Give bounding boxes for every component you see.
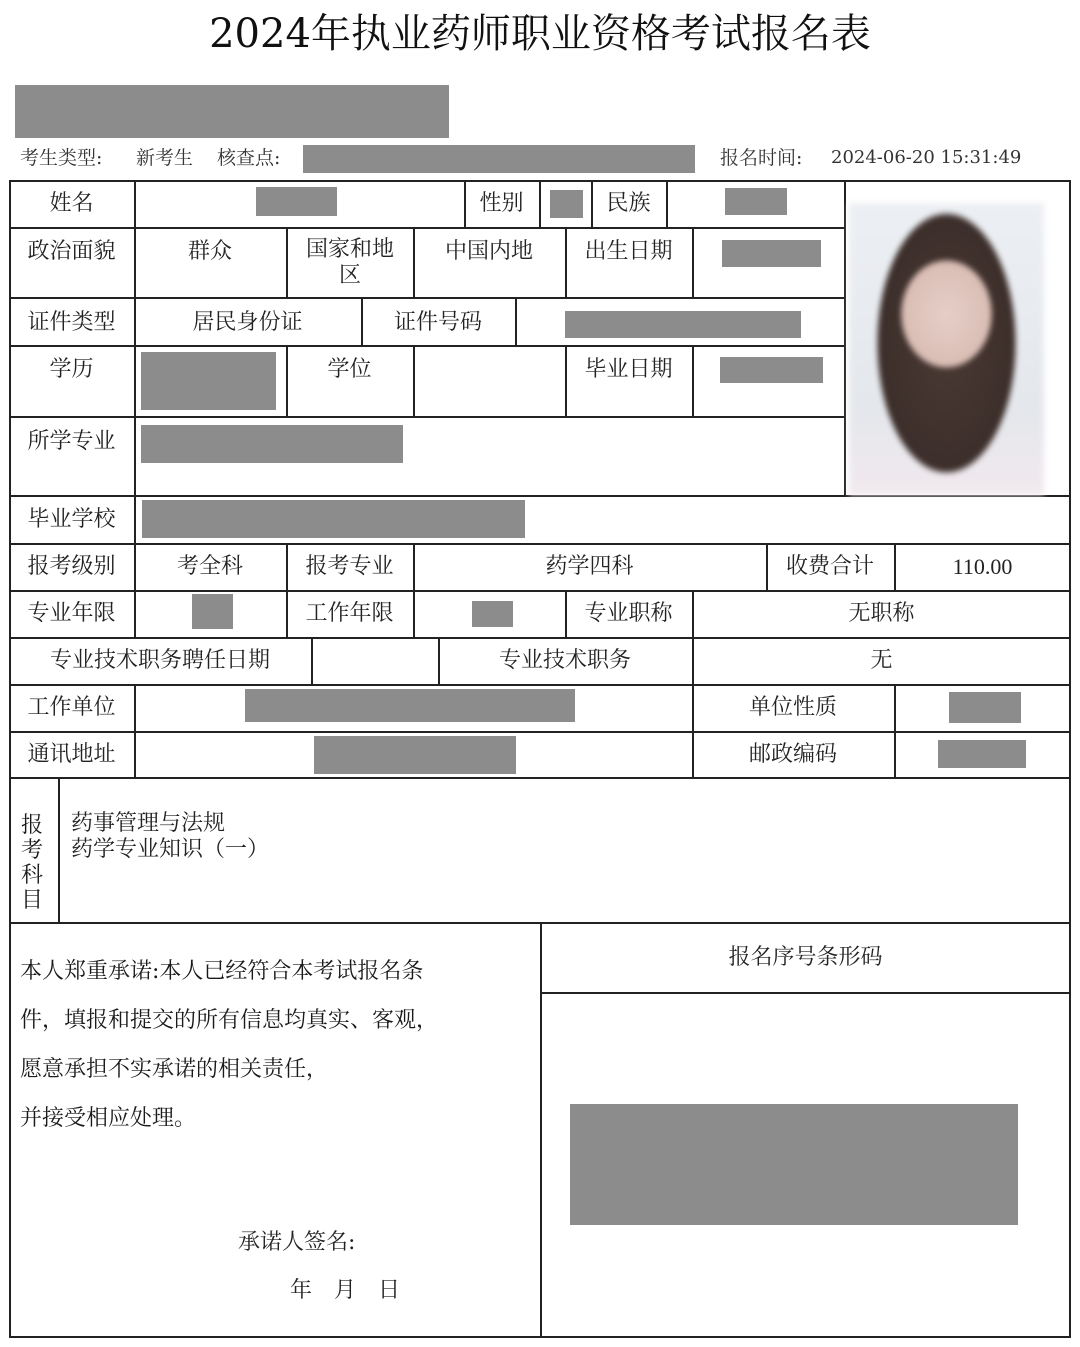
col-divider (894, 684, 896, 777)
label-address: 通讯地址 (27, 742, 116, 767)
label-fee-total: 收费合计 (785, 554, 874, 579)
fee-value: 110.00 (952, 554, 1013, 579)
redacted-school (142, 500, 525, 538)
subject-item: 药学专业知识（一） (71, 837, 270, 862)
checkpoint-label: 核查点: (217, 147, 281, 169)
label-years-major: 专业年限 (27, 601, 116, 626)
label-name: 姓名 (49, 191, 94, 216)
label-title: 专业职称 (584, 601, 673, 626)
redacted-checkpoint (303, 145, 695, 173)
row-divider (9, 731, 1071, 733)
label-major: 所学专业 (27, 429, 116, 454)
col-divider (692, 227, 694, 297)
col-divider (539, 180, 541, 227)
level-value: 考全科 (176, 554, 243, 579)
redacted-unit-nature (949, 692, 1021, 723)
label-unit-nature: 单位性质 (748, 695, 837, 720)
col-divider (413, 345, 415, 416)
date-label: 年 月 日 (290, 1278, 401, 1303)
col-divider (515, 297, 517, 345)
label-level: 报考级别 (27, 554, 116, 579)
label-id-number: 证件号码 (393, 310, 482, 335)
redacted-name (256, 187, 337, 216)
signature-label: 承诺人签名: (238, 1230, 356, 1255)
label-employer: 工作单位 (27, 695, 116, 720)
label-birth: 出生日期 (584, 239, 673, 264)
col-divider (692, 345, 694, 416)
label-subjects: 报考科目 (20, 813, 43, 913)
label-postcode: 邮政编码 (748, 742, 837, 767)
row-divider (9, 495, 1071, 497)
redacted-grad-date (720, 357, 823, 383)
applicant-photo (849, 203, 1044, 495)
subject-item: 药事管理与法规 (71, 811, 226, 836)
barcode-label: 报名序号条形码 (728, 945, 883, 970)
title-value: 无职称 (848, 601, 915, 626)
redacted-barcode (570, 1104, 1018, 1225)
candidate-type-value: 新考生 (136, 147, 194, 169)
tech-post-value: 无 (870, 648, 893, 673)
col-divider (666, 180, 668, 227)
col-divider (286, 227, 288, 297)
col-divider (844, 180, 846, 495)
row-divider (9, 777, 1071, 779)
exam-major-value: 药学四科 (545, 554, 634, 579)
redacted-major (141, 425, 403, 463)
label-exam-major: 报考专业 (305, 554, 394, 579)
col-divider (311, 637, 313, 684)
redacted-ethnicity (725, 188, 787, 215)
reg-time-label: 报名时间: (720, 147, 803, 169)
id-type-value: 居民身份证 (192, 310, 303, 335)
row-divider (9, 543, 1071, 545)
row-divider (9, 637, 1071, 639)
label-ethnicity: 民族 (606, 191, 651, 216)
page-title: 2024年执业药师职业资格考试报名表 (209, 11, 871, 57)
redacted-years-major (192, 594, 233, 629)
label-education: 学历 (49, 357, 94, 382)
col-divider (540, 922, 542, 1338)
pledge-line: 件，填报和提交的所有信息均真实、客观， (20, 1008, 439, 1033)
redacted-top-field (15, 85, 449, 138)
candidate-type-label: 考生类型: (20, 147, 103, 169)
redacted-postcode (938, 740, 1026, 768)
label-years-work: 工作年限 (305, 601, 394, 626)
redacted-id-number (565, 311, 801, 338)
pledge-line: 并接受相应处理。 (20, 1106, 197, 1131)
redacted-birth (722, 240, 821, 267)
redacted-address (314, 736, 516, 774)
row-divider (9, 684, 1071, 686)
row-divider (9, 590, 1071, 592)
label-appt-date: 专业技术职务聘任日期 (49, 648, 270, 673)
col-divider (58, 777, 60, 922)
label-id-type: 证件类型 (27, 310, 116, 335)
label-gender: 性别 (479, 191, 524, 216)
label-tech-post: 专业技术职务 (498, 648, 631, 673)
redacted-years-work (472, 601, 513, 627)
reg-time-value: 2024-06-20 15:31:49 (831, 147, 1022, 168)
label-degree: 学位 (327, 357, 372, 382)
label-school: 毕业学校 (27, 507, 116, 532)
label-region: 国家和地区 (305, 237, 394, 288)
region-value: 中国内地 (444, 239, 533, 264)
pledge-line: 愿意承担不实承诺的相关责任， (20, 1057, 329, 1082)
political-value: 群众 (187, 239, 232, 264)
redacted-employer (245, 689, 575, 722)
pledge-line: 本人郑重承诺:本人已经符合本考试报名条 (20, 959, 424, 984)
col-divider (134, 684, 136, 777)
redacted-gender (550, 190, 583, 218)
row-divider (540, 992, 1071, 994)
label-grad-date: 毕业日期 (584, 357, 673, 382)
label-political: 政治面貌 (27, 239, 116, 264)
redacted-education (141, 352, 276, 410)
